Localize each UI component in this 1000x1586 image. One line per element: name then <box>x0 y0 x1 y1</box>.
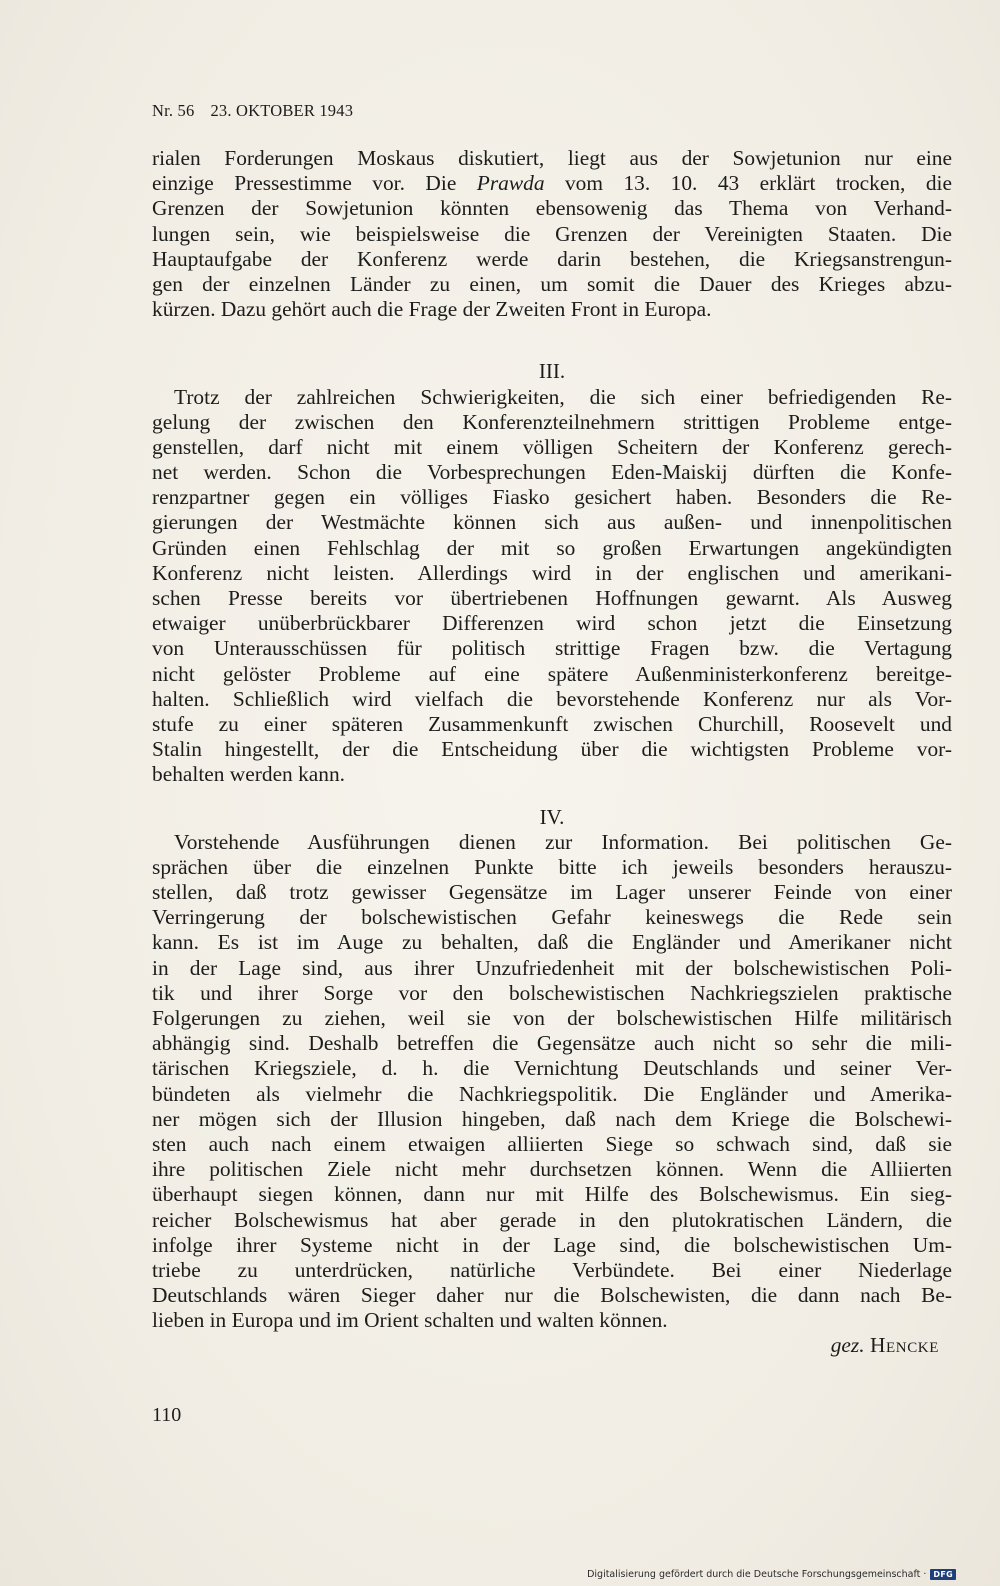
signature <box>152 1333 952 1358</box>
text-line: abhängig sind. Deshalb betreffen die Gegensätze auch nicht so sehr die mili- <box>152 1031 952 1056</box>
text-line: Grenzen der Sowjetunion könnten ebensowenig das Thema von Verhand- <box>152 196 952 221</box>
text-line: kann. Es ist im Auge zu behalten, daß die Engländer und Amerikaner nicht <box>152 930 952 955</box>
text-line: reicher Bolschewismus hat aber gerade in den plutokratischen Ländern, die <box>152 1207 952 1232</box>
text-line: tärischen Kriegsziele, d. h. die Vernichtung Deutschlands und seiner Ver- <box>152 1056 952 1081</box>
text-line: tik und ihrer Sorge vor den bolschewistischen Nachkriegszielen praktische <box>152 980 952 1005</box>
document-number: Nr. 56 <box>152 101 195 120</box>
text-line: bündeten als vielmehr die Nachkriegspolitik. Die Engländer und Amerika- <box>152 1081 952 1106</box>
text-line: Verringerung der bolschewistischen Gefahr keineswegs die Rede sein <box>152 905 952 930</box>
text-line: stellen, daß trotz gewisser Gegensätze im Lager unserer Feinde von einer <box>152 880 952 905</box>
text-line: Gründen einen Fehlschlag der mit so großen Erwartungen angekündigten <box>152 535 952 560</box>
text-line: ihre politischen Ziele nicht mehr durchsetzen können. Wenn die Alliierten <box>152 1157 952 1182</box>
text-line: kürzen. Dazu gehört auch die Frage der Zweiten Front in Europa. <box>152 297 712 322</box>
text-line: rialen Forderungen Moskaus diskutiert, liegt aus der Sowjetunion nur eine <box>152 146 952 170</box>
running-head <box>152 101 353 121</box>
text-line: lieben in Europa und im Orient schalten und walten können. <box>152 1308 668 1333</box>
text-fragment: vom 13. 10. 43 erklärt trocken, die <box>544 171 952 196</box>
text-line: gierungen der Westmächte können sich aus außen- und innenpolitischen <box>152 510 952 535</box>
digitization-credit <box>587 1569 956 1580</box>
text-line: Stalin hingestellt, der die Entscheidung über die wichtigsten Probleme vor- <box>152 737 952 762</box>
text-line: genstellen, darf nicht mit einem völligen Scheitern der Konferenz gerech- <box>152 434 952 459</box>
text-line: in der Lage sind, aus ihrer Unzufriedenheit mit der bolschewistischen Poli- <box>152 955 952 980</box>
signature-prefix: gez. <box>830 1333 865 1358</box>
text-line: Deutschlands wären Sieger daher nur die Bolschewisten, die dann nach Be- <box>152 1283 952 1308</box>
page-number: 110 <box>152 1404 182 1426</box>
text-line: ner mögen sich der Illusion hingeben, daß nach dem Kriege die Bolschewi- <box>152 1106 952 1131</box>
section-heading-iv: IV. <box>539 804 565 829</box>
text-line: nicht gelöster Probleme auf eine spätere Außenministerkonferenz bereitge- <box>152 661 952 686</box>
section-heading-iii: III. <box>538 359 566 384</box>
text-line: sten auch nach einem etwaigen alliierten Siege so schwach sind, daß sie <box>152 1131 952 1156</box>
text-line: von Unterausschüssen für politisch strittige Fragen bzw. die Vertagung <box>152 636 952 661</box>
text-line: triebe zu unterdrücken, natürliche Verbündete. Bei einer Niederlage <box>152 1257 952 1282</box>
text-line: Folgerungen zu ziehen, weil sie von der bolschewistischen Hilfe militärisch <box>152 1006 952 1030</box>
text-line: halten. Schließlich wird vielfach die bevorstehende Konferenz nur als Vor- <box>152 686 952 711</box>
text-line: Hauptaufgabe der Konferenz werde darin bestehen, die Kriegsanstrengun- <box>152 246 952 271</box>
text-line <box>152 171 952 196</box>
text-line: net werden. Schon die Vorbesprechungen Eden-Maiskij dürften die Konfe- <box>152 460 952 485</box>
text-fragment: einzige Pressestimme vor. Die <box>152 171 477 196</box>
signature-name: Hencke <box>869 1333 939 1358</box>
dfg-logo-icon: DFG <box>930 1569 956 1580</box>
document-date: 23. OKTOBER 1943 <box>210 101 354 120</box>
text-line: Trotz der zahlreichen Schwierigkeiten, die sich einer befriedigenden Re- <box>174 384 952 409</box>
text-line: Vorstehende Ausführungen dienen zur Information. Bei politischen Ge- <box>174 829 952 854</box>
text-line: renzpartner gegen ein völliges Fiasko gesichert haben. Besonders die Re- <box>152 485 952 510</box>
credit-text: Digitalisierung gefördert durch die Deutsche Forschungsgemeinschaft · <box>587 1569 927 1580</box>
text-line: lungen sein, wie beispielsweise die Grenzen der Vereinigten Staaten. Die <box>152 221 952 246</box>
newspaper-title: Prawda <box>476 171 545 196</box>
text-line: infolge ihrer Systeme nicht in der Lage sind, die bolschewistischen Um- <box>152 1232 952 1257</box>
body-text <box>152 146 952 1359</box>
text-line: behalten werden kann. <box>152 762 346 787</box>
text-line: schen Presse bereits vor übertriebenen Hoffnungen gewarnt. Als Ausweg <box>152 586 952 610</box>
text-line: überhaupt siegen können, dann nur mit Hilfe des Bolschewismus. Ein sieg- <box>152 1182 952 1207</box>
text-line: gen der einzelnen Länder zu einen, um somit die Dauer des Krieges abzu- <box>152 271 952 296</box>
text-line: Konferenz nicht leisten. Allerdings wird in der englischen und amerikani- <box>152 560 952 585</box>
text-line: etwaiger unüberbrückbarer Differenzen wird schon jetzt die Einsetzung <box>152 611 952 636</box>
text-line: sprächen über die einzelnen Punkte bitte ich jeweils besonders herauszu- <box>152 854 952 879</box>
text-line: gelung der zwischen den Konferenzteilnehmern strittigen Probleme entge- <box>152 409 952 434</box>
text-line: stufe zu einer späteren Zusammenkunft zwischen Churchill, Roosevelt und <box>152 711 952 736</box>
